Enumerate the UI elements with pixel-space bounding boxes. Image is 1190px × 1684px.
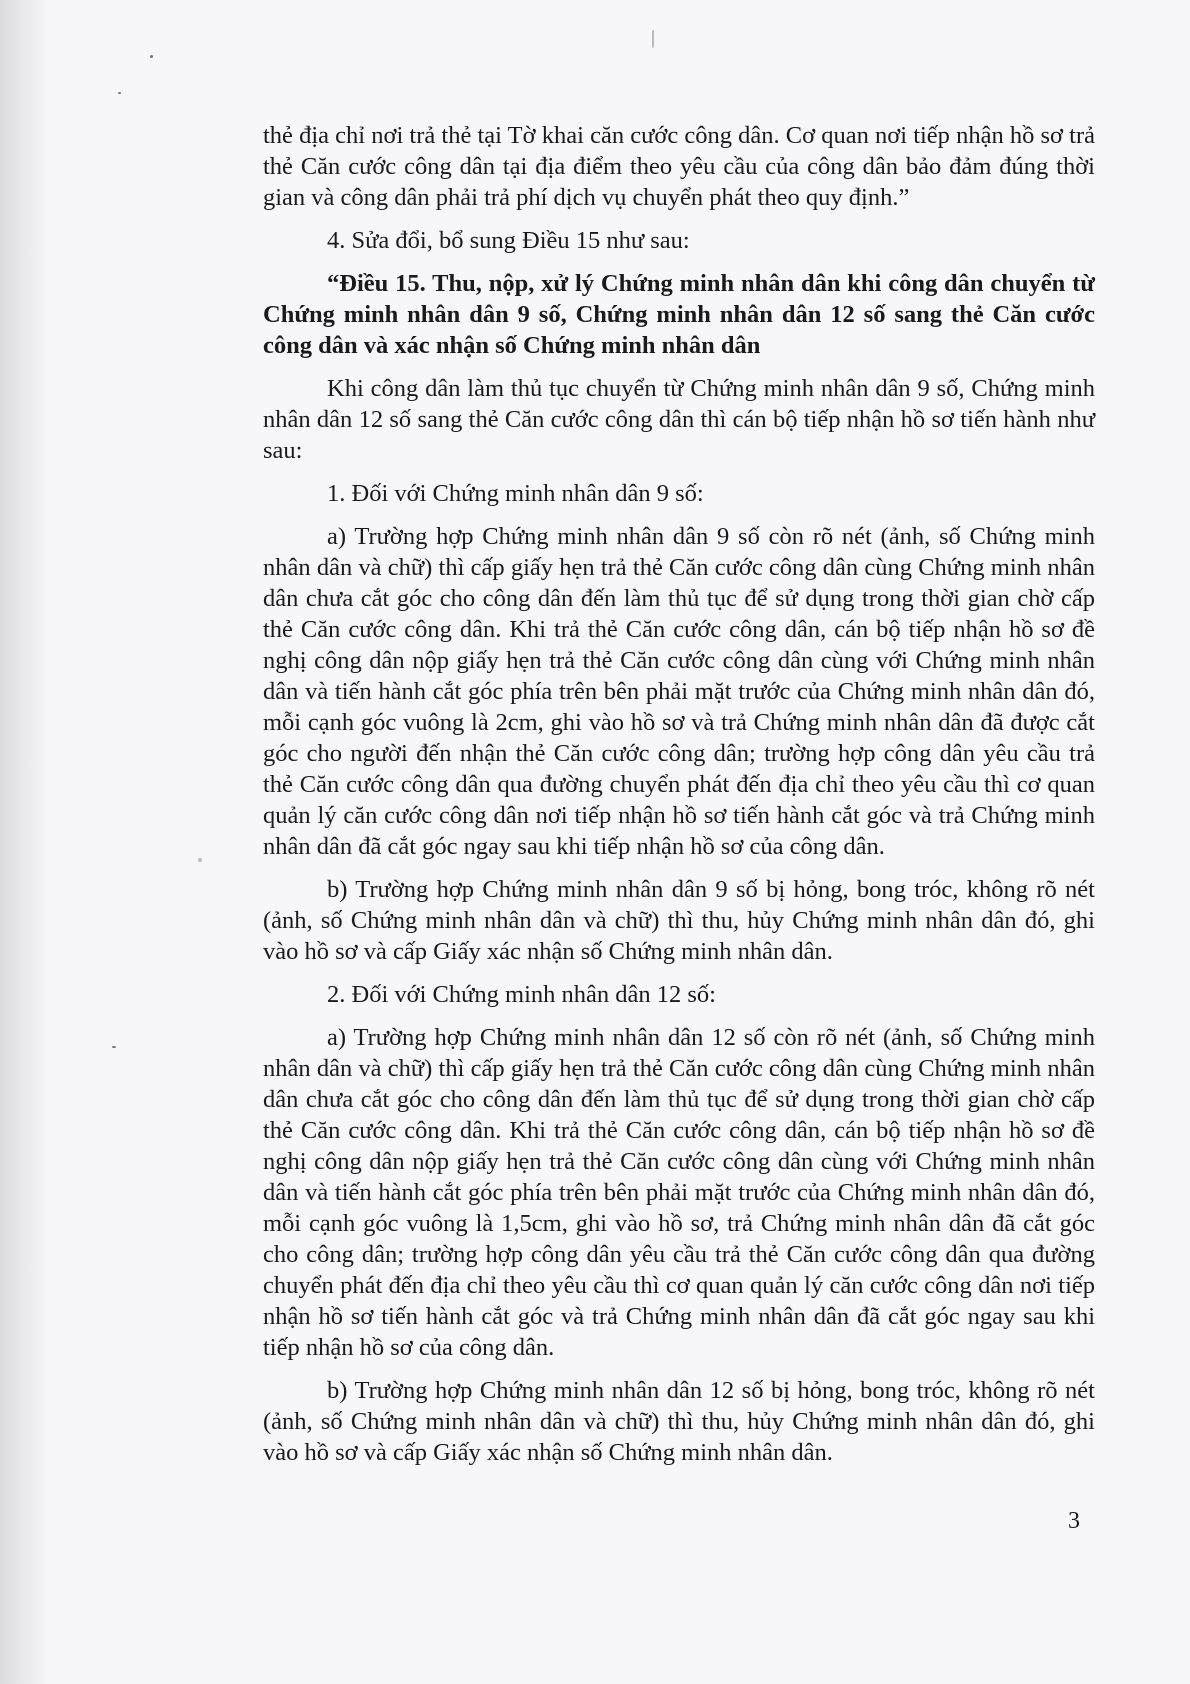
paragraph-continuation: thẻ địa chỉ nơi trả thẻ tại Tờ khai căn cước công dân. Cơ quan nơi tiếp nhận hồ sơ trả thẻ Căn cước công dân tại địa điểm theo yêu cầu của công dân bảo đảm đúng thời gian và công dân phải trả phí dịch vụ chuyển phát theo quy định.” [263, 122, 1095, 211]
page-number: 3 [1068, 1508, 1080, 1534]
scan-speck [150, 55, 153, 58]
paragraph-item-2b: b) Trường hợp Chứng minh nhân dân 12 số bị hỏng, bong tróc, không rõ nét (ảnh, số Chứng minh nhân dân và chữ) thì thu, hủy Chứng minh nhân dân đó, ghi vào hồ sơ và cấp Giấy xác nhận số Chứng minh nhân dân. [263, 1377, 1095, 1466]
article-15-heading: “Điều 15. Thu, nộp, xử lý Chứng minh nhân dân khi công dân chuyển từ Chứng minh nhân dân 9 số, Chứng minh nhân dân 12 số sang thẻ Căn cước công dân và xác nhận số Chứng minh nhân dân [263, 270, 1095, 359]
paragraph-item-2a: a) Trường hợp Chứng minh nhân dân 12 số còn rõ nét (ảnh, số Chứng minh nhân dân và chữ) thì cấp giấy hẹn trả thẻ Căn cước công dân cùng Chứng minh nhân dân chưa cắt góc cho công dân đến làm thủ tục để sử dụng trong thời gian chờ cấp thẻ Căn cước công dân. Khi trả thẻ Căn cước công dân, cán bộ tiếp nhận hồ sơ đề nghị công dân nộp giấy hẹn trả thẻ Căn cước công dân cùng với Chứng minh nhân dân và tiến hành cắt góc phía trên bên phải mặt trước của Chứng minh nhân dân đó, mỗi cạnh góc vuông là 1,5cm, ghi vào hồ sơ, trả Chứng minh nhân dân đã cắt góc cho công dân; trường hợp công dân yêu cầu trả thẻ Căn cước công dân qua đường chuyển phát đến địa chỉ theo yêu cầu thì cơ quan quản lý căn cước công dân nơi tiếp nhận hồ sơ tiến hành cắt góc và trả Chứng minh nhân dân đã cắt góc ngay sau khi tiếp nhận hồ sơ của công dân. [263, 1024, 1095, 1361]
paragraph-item-4: 4. Sửa đổi, bổ sung Điều 15 như sau: [327, 227, 690, 254]
document-body [263, 120, 1095, 1480]
paragraph-item-1: 1. Đối với Chứng minh nhân dân 9 số: [327, 480, 704, 507]
scan-speck [112, 1046, 116, 1048]
paragraph-item-2: 2. Đối với Chứng minh nhân dân 12 số: [327, 981, 716, 1008]
paragraph-intro: Khi công dân làm thủ tục chuyển từ Chứng minh nhân dân 9 số, Chứng minh nhân dân 12 số sang thẻ Căn cước công dân thì cán bộ tiếp nhận hồ sơ tiến hành như sau: [263, 375, 1095, 464]
paragraph-item-1b: b) Trường hợp Chứng minh nhân dân 9 số bị hỏng, bong tróc, không rõ nét (ảnh, số Chứng minh nhân dân và chữ) thì thu, hủy Chứng minh nhân dân đó, ghi vào hồ sơ và cấp Giấy xác nhận số Chứng minh nhân dân. [263, 876, 1095, 965]
scan-speck [652, 30, 654, 48]
paragraph-item-1a: a) Trường hợp Chứng minh nhân dân 9 số còn rõ nét (ảnh, số Chứng minh nhân dân và chữ) thì cấp giấy hẹn trả thẻ Căn cước công dân cùng Chứng minh nhân dân chưa cắt góc cho công dân đến làm thủ tục để sử dụng trong thời gian chờ cấp thẻ Căn cước công dân. Khi trả thẻ Căn cước công dân, cán bộ tiếp nhận hồ sơ đề nghị công dân nộp giấy hẹn trả thẻ Căn cước công dân cùng với Chứng minh nhân dân và tiến hành cắt góc phía trên bên phải mặt trước của Chứng minh nhân dân đó, mỗi cạnh góc vuông là 2cm, ghi vào hồ sơ và trả Chứng minh nhân dân đã được cắt góc cho người đến nhận thẻ Căn cước công dân; trường hợp công dân yêu cầu trả thẻ Căn cước công dân qua đường chuyển phát đến địa chỉ theo yêu cầu thì cơ quan quản lý căn cước công dân nơi tiếp nhận hồ sơ tiến hành cắt góc và trả Chứng minh nhân dân đã cắt góc ngay sau khi tiếp nhận hồ sơ của công dân. [263, 523, 1095, 860]
scan-speck [198, 858, 202, 862]
scan-edge-shadow [0, 0, 50, 1684]
scan-speck [118, 92, 121, 94]
